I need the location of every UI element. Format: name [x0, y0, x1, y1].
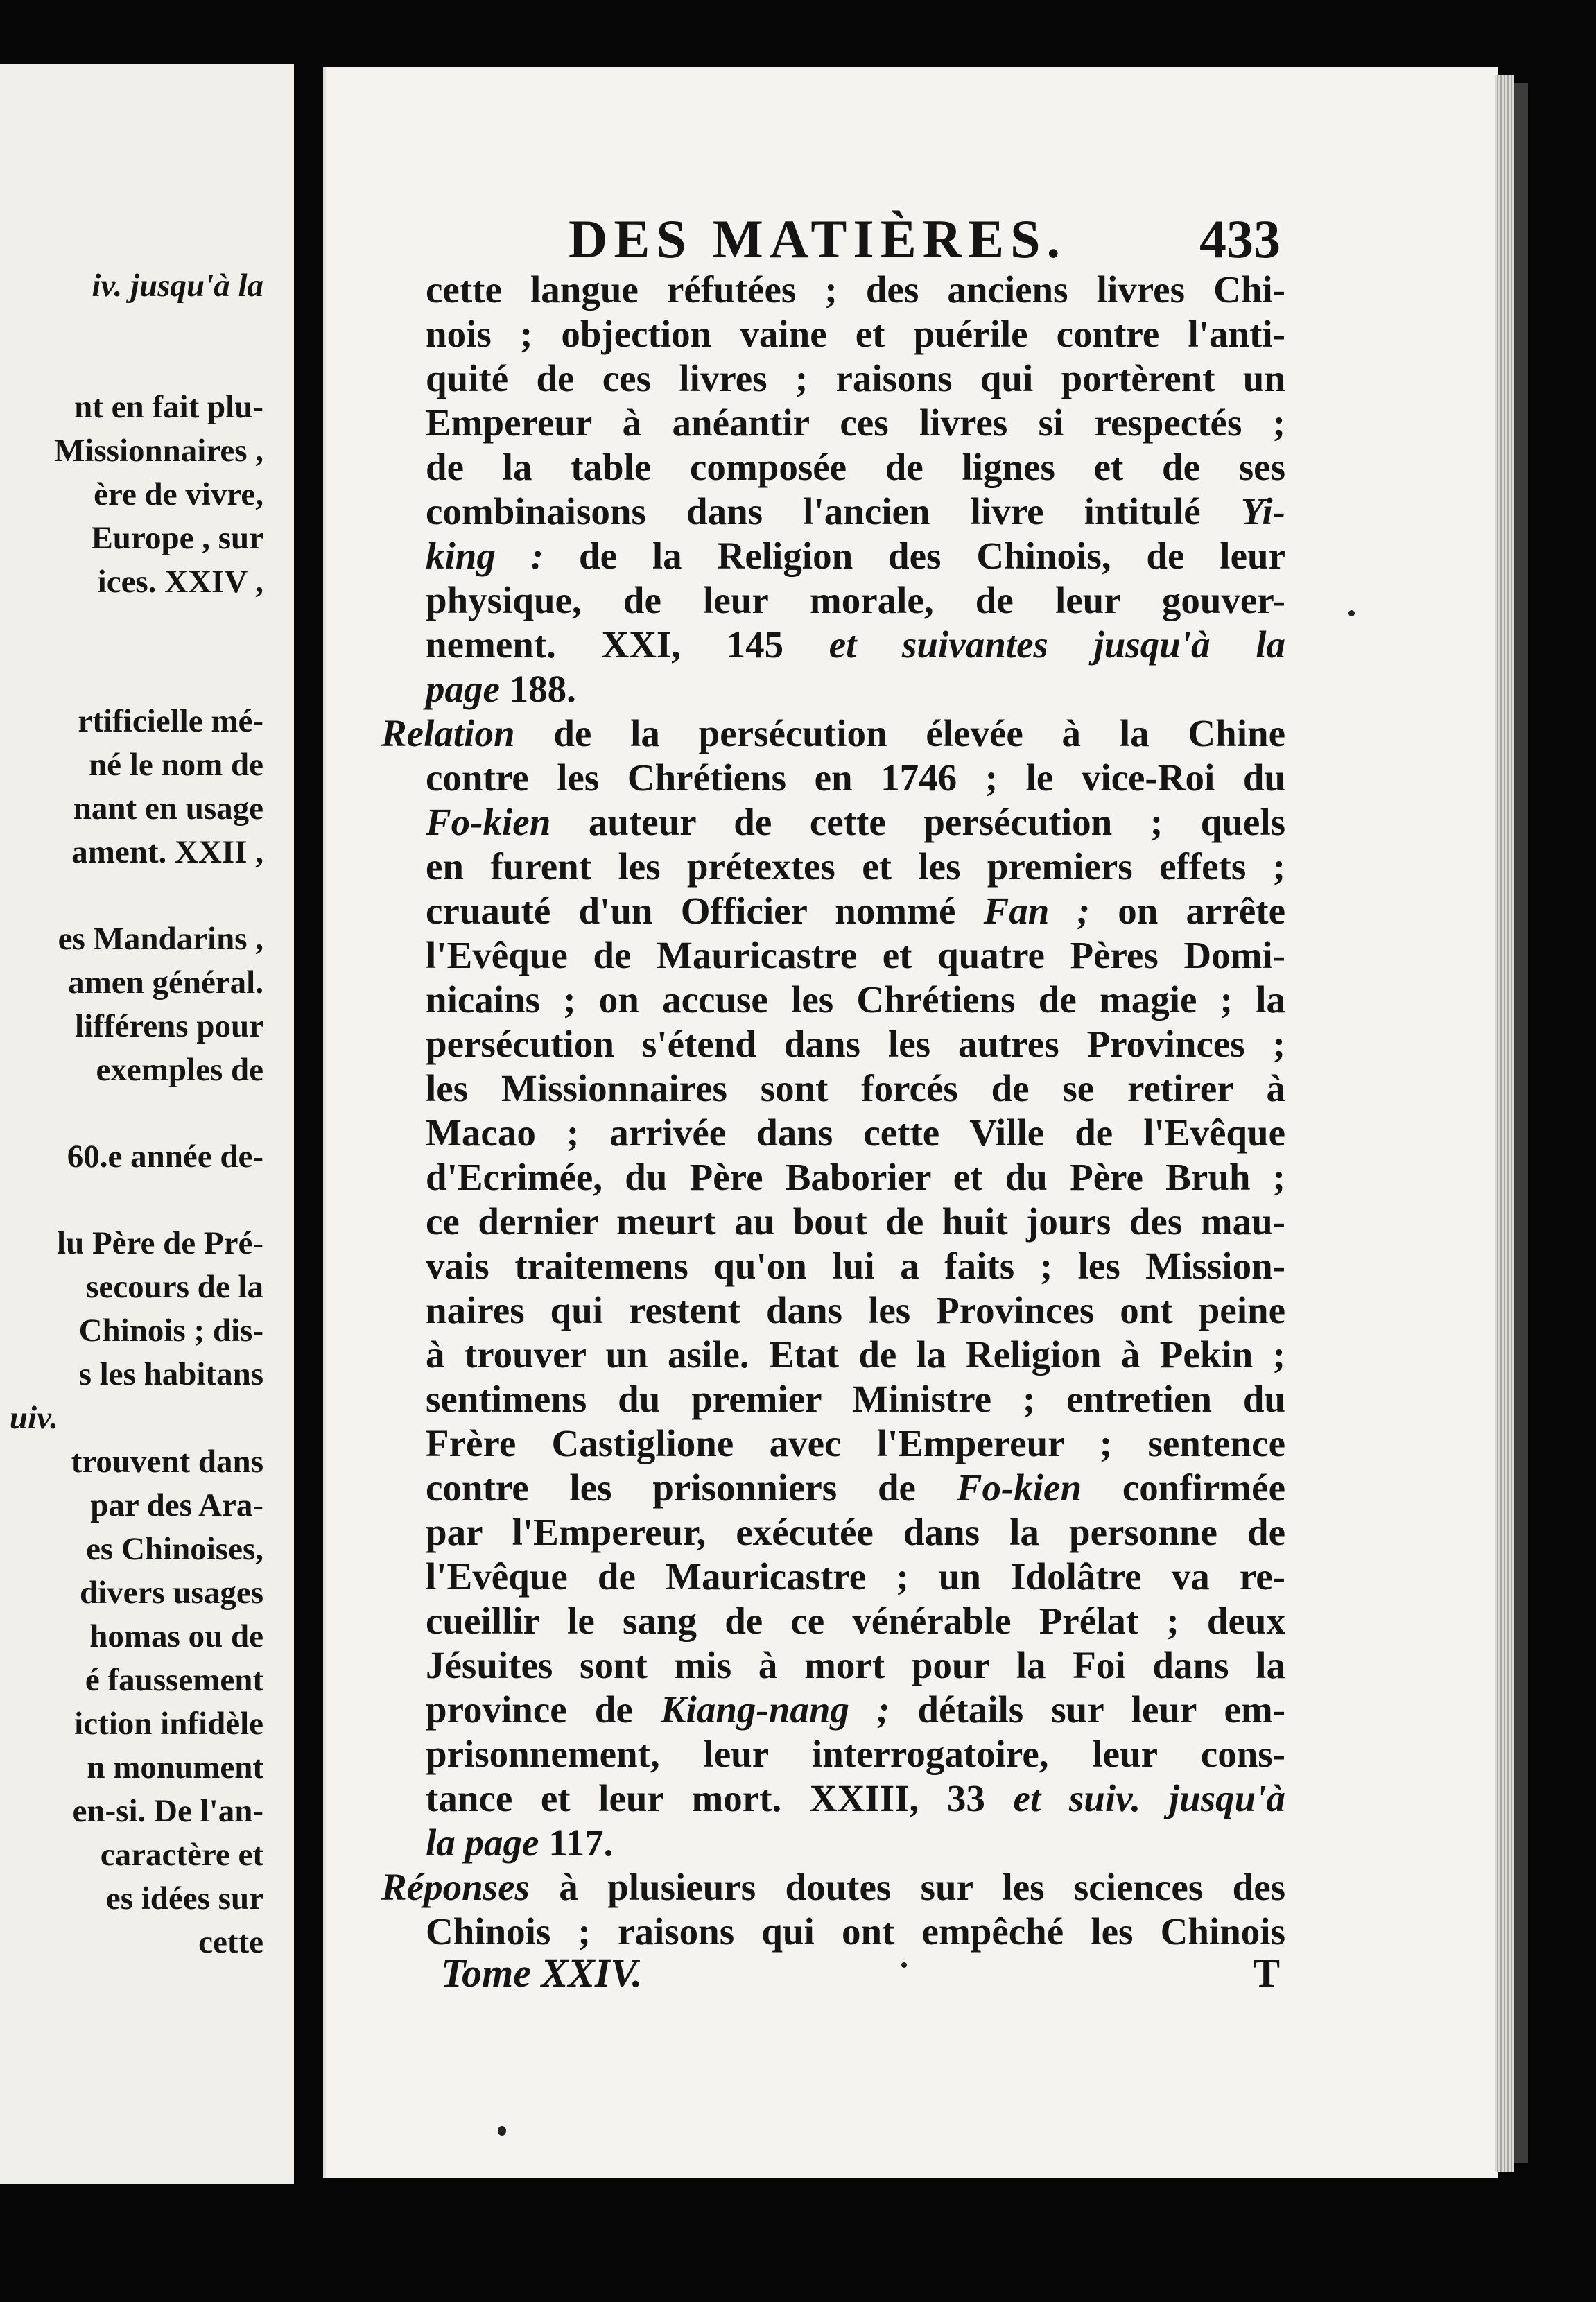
entry-headword: Relation [381, 712, 515, 754]
text-line [426, 1776, 1285, 1821]
text-line: par l'Empereur, exécutée dans la personne de [426, 1511, 1285, 1553]
left-page-line: amen général. [68, 964, 263, 1001]
left-page-line: exemples de [96, 1052, 263, 1088]
text-line: d'Ecrimée, du Père Baborier et du Père Bruh ; [426, 1156, 1285, 1198]
text-line [426, 1466, 1285, 1510]
text-span: cruauté d'un Officier nommé [426, 890, 956, 932]
text-line [426, 1821, 1285, 1865]
text-line: l'Evêque de Mauricastre et quatre Pères Domi- [426, 934, 1285, 976]
speck-mark [498, 2126, 506, 2136]
text-line: à trouver un asile. Etat de la Religion à Pekin ; [426, 1333, 1285, 1376]
left-page-line: ère de vivre, [94, 476, 263, 512]
text-span: de la Religion des Chinois, de leur [579, 535, 1285, 577]
text-span: on arrête [1118, 890, 1285, 932]
left-page-line: lu Père de Pré- [57, 1225, 263, 1261]
left-page-line: ament. XXII , [71, 834, 263, 870]
left-page-line: nt en fait plu- [74, 389, 263, 425]
left-page-line: es Mandarins , [58, 921, 263, 957]
text-line: vais traitemens qu'on lui a faits ; les Mission- [426, 1245, 1285, 1287]
text-line: les Missionnaires sont forcés de se retirer à [426, 1067, 1285, 1109]
left-page-line: secours de la [86, 1269, 263, 1305]
italic-term: Kiang-nang ; [660, 1688, 890, 1731]
text-line: nois ; objection vaine et puérile contre l'anti- [426, 313, 1285, 355]
left-page [0, 64, 294, 2184]
page-edges [1495, 75, 1514, 2172]
left-page-line: Europe , sur [91, 520, 263, 556]
text-line: en furent les prétextes et les premiers effets ; [426, 845, 1285, 888]
text-span: province de [426, 1688, 633, 1731]
left-page-line: caractère et [100, 1837, 263, 1873]
left-page-line: nant en usage [73, 790, 263, 827]
text-span: à plusieurs doutes sur les sciences des [559, 1866, 1286, 1908]
speck-mark [1348, 610, 1355, 616]
running-head: DES MATIÈRES. [569, 209, 1067, 269]
text-span: détails sur leur em- [917, 1688, 1286, 1731]
italic-term: Fo-kien [426, 801, 551, 843]
text-span: tance et leur mort. XXIII, 33 [426, 1777, 985, 1819]
text-line: Jésuites sont mis à mort pour la Foi dans la [426, 1644, 1285, 1686]
left-page-line: divers usages [79, 1575, 263, 1611]
text-line: nicains ; on accuse les Chrétiens de magie ; la [426, 978, 1285, 1021]
entry-relation [381, 711, 1285, 756]
text-line: de la table composée de lignes et de ses [426, 446, 1285, 488]
left-page-line: trouvent dans [71, 1444, 263, 1480]
left-page-line: s les habitans [78, 1356, 263, 1392]
signature-mark: T [1253, 1950, 1280, 1996]
left-page-line: n monument [87, 1749, 263, 1785]
left-page-line: homas ou de [89, 1618, 263, 1654]
text-line: naires qui restent dans les Provinces ont peine [426, 1289, 1285, 1331]
text-line [426, 623, 1285, 667]
text-line: prisonnement, leur interrogatoire, leur cons- [426, 1733, 1285, 1775]
text-line [426, 667, 1285, 711]
left-page-line: rtificielle mé- [78, 703, 263, 739]
left-page-line: 60.e année de- [67, 1139, 263, 1175]
text-line: cueillir le sang de ce vénérable Prélat ; deux [426, 1600, 1285, 1642]
text-line: ce dernier meurt au bout de huit jours des mau- [426, 1200, 1285, 1243]
page-footer [441, 1950, 1280, 1996]
text-line: cette langue réfutées ; des anciens livres Chi- [426, 268, 1285, 311]
text-line: sentimens du premier Ministre ; entretien du [426, 1378, 1285, 1420]
speck-mark [901, 1962, 907, 1968]
text-span: de la persécution élevée à la Chine [553, 712, 1285, 754]
text-line: Chinois ; raisons qui ont empêché les Chinois [426, 1910, 1285, 1953]
text-span: 117. [548, 1821, 614, 1864]
left-page-line: iction infidèle [74, 1706, 263, 1742]
text-line [426, 1688, 1285, 1732]
entry-headword: Réponses [381, 1866, 530, 1908]
italic-term: king : [426, 535, 544, 577]
text-span: combinaisons dans l'ancien livre intitulé [426, 490, 1201, 533]
text-span: contre les prisonniers de [426, 1466, 916, 1509]
left-page-line: lifférens pour [75, 1008, 263, 1044]
text-span: confirmée [1122, 1466, 1286, 1509]
italic-term: et suivantes jusqu'à la [829, 623, 1285, 666]
left-page-line: par des Ara- [90, 1487, 263, 1523]
italic-term: Fan ; [983, 890, 1090, 932]
left-page-line: uiv. [9, 1400, 58, 1436]
text-span: auteur de cette persécution ; quels [588, 801, 1286, 843]
text-line [426, 889, 1285, 933]
text-span: 188. [509, 668, 576, 710]
text-span: nement. XXI, 145 [426, 623, 784, 666]
italic-term: et suiv. jusqu'à [1013, 1777, 1286, 1819]
text-line: physique, de leur morale, de leur gouver- [426, 579, 1285, 621]
italic-term: la page [426, 1821, 539, 1864]
left-page-line: né le nom de [89, 747, 263, 783]
left-page-line: es idées sur [105, 1880, 263, 1916]
left-page-line: iv. jusqu'à la [92, 268, 263, 304]
page-number: 433 [1199, 209, 1281, 269]
left-page-line: cette [198, 1924, 263, 1960]
text-line [426, 800, 1285, 845]
text-line: Macao ; arrivée dans cette Ville de l'Evêque [426, 1111, 1285, 1154]
text-line: quité de ces livres ; raisons qui portèrent un [426, 357, 1285, 399]
italic-term: Yi- [1240, 490, 1285, 533]
left-page-line: en-si. De l'an- [72, 1793, 263, 1829]
text-line [426, 534, 1285, 578]
text-line: Empereur à anéantir ces livres si respectés ; [426, 401, 1285, 444]
left-page-line: é faussement [85, 1662, 263, 1698]
text-line: persécution s'étend dans les autres Provinces ; [426, 1023, 1285, 1065]
text-line [426, 490, 1285, 534]
volume-label: Tome XXIV. [441, 1950, 643, 1996]
text-line: contre les Chrétiens en 1746 ; le vice-Roi du [426, 756, 1285, 799]
left-page-line: ices. XXIV , [97, 564, 263, 600]
italic-term: page [426, 668, 500, 710]
entry-reponses [381, 1865, 1285, 1910]
text-line: Frère Castiglione avec l'Empereur ; sentence [426, 1422, 1285, 1464]
book-edge-shadow [1514, 83, 1528, 2163]
left-page-line: Missionnaires , [53, 433, 263, 469]
left-page-line: Chinois ; dis- [78, 1313, 263, 1349]
text-line: l'Evêque de Mauricastre ; un Idolâtre va re- [426, 1555, 1285, 1598]
italic-term: Fo-kien [956, 1466, 1082, 1509]
left-page-line: es Chinoises, [86, 1531, 263, 1567]
